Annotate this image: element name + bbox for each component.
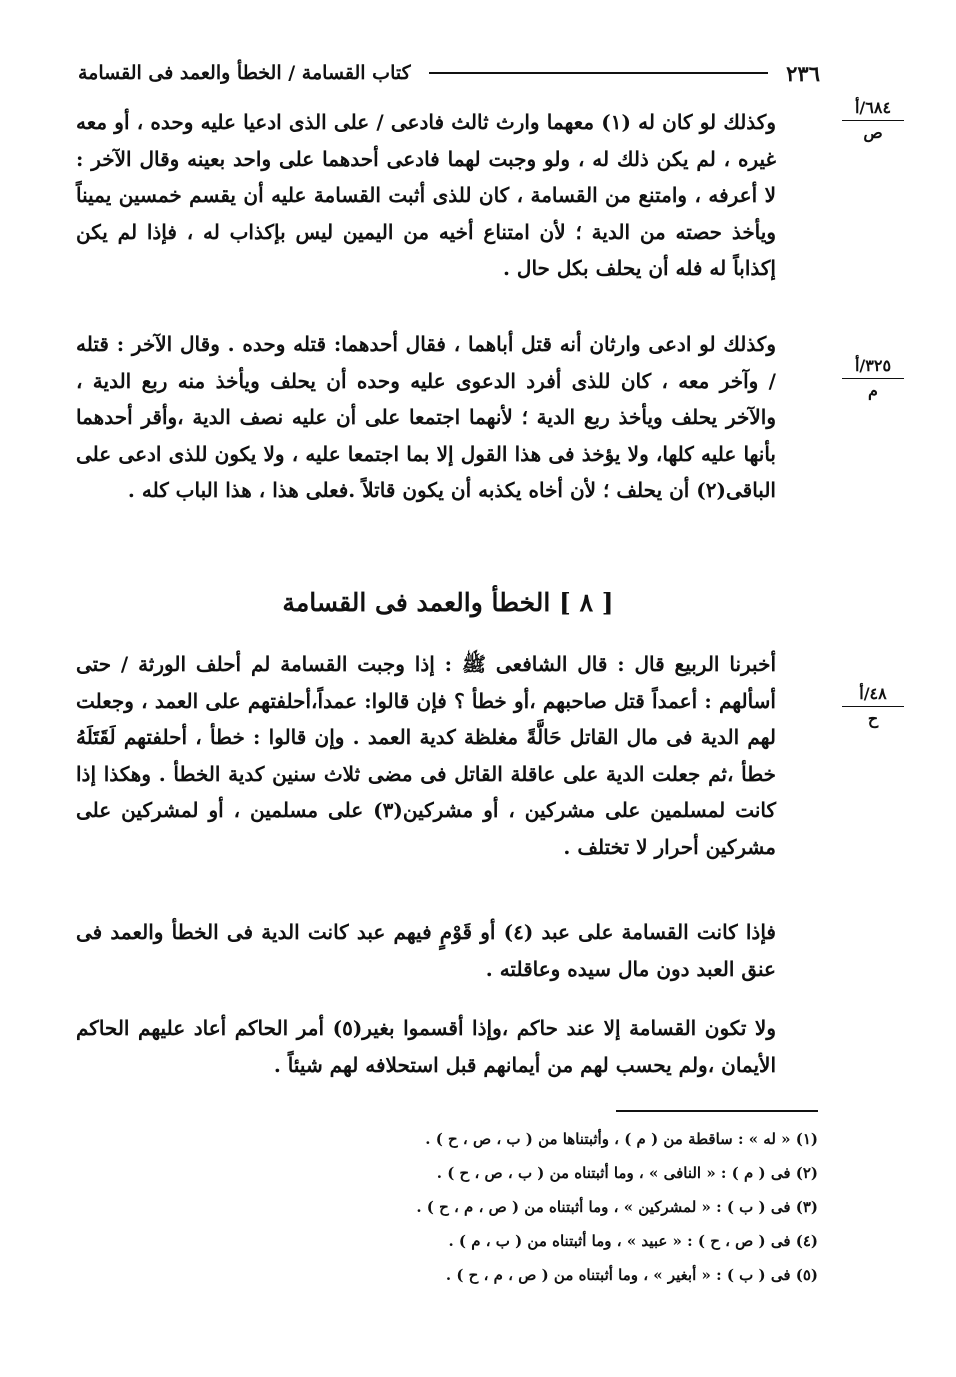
footnote-2: (٢) فى ( م ) : « النافى » ، وما أثبتناه من ( ب ، ص ، ح ) . (436, 1164, 818, 1182)
margin-note-ms: ح (867, 709, 879, 728)
paragraph-text: وكذلك لو كان له (١) معهما وارث ثالث فادعى / على الذى ادعيا عليه وحده ، أو معه غيره ، لم يكن ذلك له ، ولو وجبت لهما فادعى أحدهما على واحد بعينه وقال الآخر : لا أعرفه ، وامتنع من القسامة ، كان للذى أثبت القسامة عليه أن يقسم خمسين يميناً ويأخذ حصته من الدية ؛ لأن امتناع أخيه من اليمين ليس بإكذاب له ، فإذا لم يكن إكذاباً له فله أن يحلف بكل حال . (76, 110, 776, 280)
margin-note-1 (842, 98, 904, 143)
header-rule (429, 72, 769, 74)
paragraph-4 (76, 914, 820, 987)
footnotes (300, 1122, 818, 1292)
margin-note-ref: ٣٢٥/أ (842, 356, 904, 379)
margin-note-3 (842, 684, 904, 729)
running-title: كتاب القسامة / الخطأ والعمد فى القسامة (78, 62, 411, 84)
running-header (78, 56, 820, 90)
margin-note-ms: م (868, 381, 878, 400)
margin-note-ref: ٦٨٤/أ (842, 98, 904, 121)
footnote-1: (١) « له » : ساقطة من ( م ) ، وأثبتناها من ( ب ، ص ، ح ) . (425, 1130, 818, 1148)
section-title: [ ٨ ] الخطأ والعمد فى القسامة (282, 588, 614, 617)
page-number: ٢٣٦ (786, 60, 820, 86)
margin-note-2 (842, 356, 904, 401)
paragraph-text: ولا تكون القسامة إلا عند حاكم ،وإذا أقسموا بغير(٥) أمر الحاكم أعاد عليهم الحاكم الأيمان ،ولم يحسب لهم من أيمانهم قبل استحلافه لهم شيئاً . (76, 1016, 776, 1077)
footnote-rule (616, 1110, 818, 1112)
margin-note-ref: ٤٨/أ (842, 684, 904, 707)
footnote-5: (٥) فى ( ب ) : « أبغير » ، وما أثبتناه من ( ص ، م ، ح ) . (445, 1266, 818, 1284)
footnote-4: (٤) فى ( ص ، ح ) : « عبيد » ، وما أثبتناه من ( ب ، م ) . (448, 1232, 818, 1250)
footnote-3: (٣) فى ( ب ) : « لمشركين » ، وما أثبتناه من ( ص ، م ، ح ) . (416, 1198, 818, 1216)
paragraph-text: فإذا كانت القسامة على عبد (٤) أو قَوْمٍ فيهم عبد كانت الدية فى الخطأ والعمد فى عنق العبد دون مال سيده وعاقلته . (76, 920, 776, 981)
margin-note-ms: ص (863, 123, 883, 142)
paragraph-text: أخبرنا الربيع قال : قال الشافعى ﷺ : إذا وجبت القسامة لم أحلف الورثة / حتى أسألهم : أعمداً قتل صاحبهم ،أو خطأ ؟ فإن قالوا: عمداً،أحلفتهم على العمد ، وجعلت لهم الدية فى مال القاتل حَالَّةً مغلظة كدية العمد . وإن قالوا : خطأ ، أحلفتهم لَقَتَلَهُ خطأ ،ثم جعلت الدية على عاقلة القاتل فى مضى ثلاث سنين كدية الخطأ . وهكذا إذا كانت لمسلمين على مشركين ، أو مشركين(٣) على مسلمين ، أو لمشركين على مشركين أحرار لا تختلف . (76, 652, 777, 859)
paragraph-text: وكذلك لو ادعى وارثان أنه قتل أباهما ، فقال أحدهما: قتله وحده . وقال الآخر : قتله / وآخر معه ، كان للذى أفرد الدعوى عليه وحده أن يحلف ويأخذ منه ربع الدية ، والآخر يحلف ويأخذ ربع الدية ؛ لأنهما اجتمعا على أن عليه نصف الدية ،وأقر أحدهما بأنها عليه كلها، ولا يؤخذ فى هذا القول إلا بما اجتمعا عليه ، ولا يكون للذى ادعى على الباقى(٢) أن يحلف ؛ لأن أخاه يكذبه أن يكون قاتلاً .فعلى هذا ، هذا الباب كله . (76, 332, 776, 502)
paragraph-1 (76, 104, 820, 287)
paragraph-2 (76, 326, 820, 509)
paragraph-3 (76, 646, 820, 865)
paragraph-5 (76, 1010, 820, 1083)
